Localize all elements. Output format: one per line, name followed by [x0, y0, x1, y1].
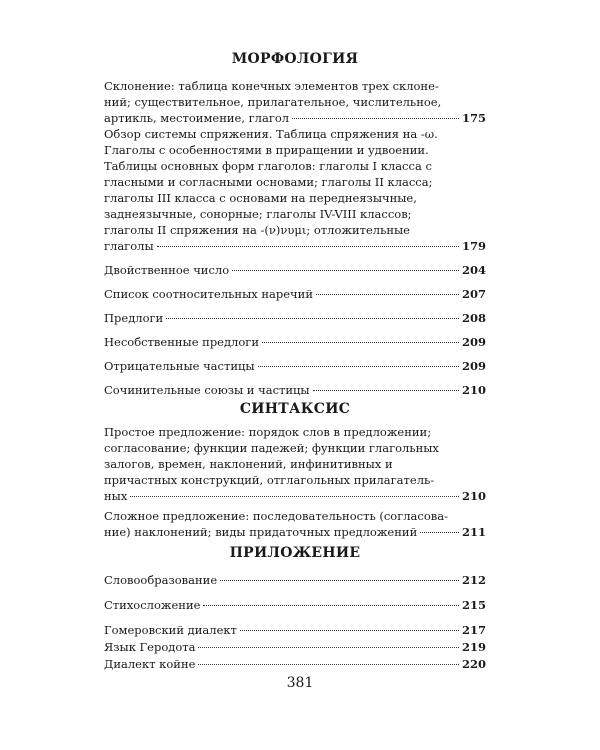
dot-leader	[198, 664, 459, 665]
entry-text-line: Глаголы с особенностями в приращении и удвоении.	[104, 143, 429, 157]
section-syntax	[104, 400, 486, 540]
page-ref: 212	[461, 573, 486, 587]
entry-text-line: Список соотносительных наречий	[104, 287, 313, 301]
entry-text-line: Несобственные предлоги	[104, 335, 259, 349]
entry-text-line: Диалект койне	[104, 657, 196, 671]
dot-leader	[157, 246, 459, 247]
section-title: СИНТАКСИС	[239, 401, 351, 417]
page-ref: 217	[461, 623, 486, 637]
entry-text-line: Сложное предложение: последовательность (согласова-	[104, 509, 448, 523]
dot-leader	[292, 118, 459, 119]
entry-text-line: причастных конструкций, отглагольных прилагатель-	[104, 473, 435, 487]
toc-entry-negative-particles[interactable]	[104, 358, 486, 374]
entry-text-line: артикль, местоимение, глагол	[104, 111, 290, 125]
toc-entry-dual-number[interactable]	[104, 262, 486, 278]
entry-text-line: Стихосложение	[104, 598, 201, 612]
dot-leader	[258, 366, 459, 367]
dot-leader	[203, 605, 459, 606]
entry-text-line: Склонение: таблица конечных элементов трех склоне-	[104, 79, 439, 93]
entry-text-line: Двойственное число	[104, 263, 230, 277]
section-title: ПРИЛОЖЕНИЕ	[229, 545, 361, 561]
dot-leader	[420, 532, 459, 533]
page-ref: 204	[461, 263, 486, 277]
dot-leader	[232, 270, 459, 271]
entry-text-line: ние) наклонений; виды придаточных предложений	[104, 525, 418, 539]
toc-entry-prepositions[interactable]	[104, 310, 486, 326]
entry-text-line: Обзор системы спряжения. Таблица спряжения на -ω.	[104, 127, 438, 141]
toc-entry-coordinating-conjunctions[interactable]	[104, 382, 486, 398]
dot-leader	[130, 496, 459, 497]
table-of-contents	[104, 50, 486, 672]
page-ref: 219	[461, 640, 486, 654]
toc-entry-simple-sentence[interactable]	[104, 424, 486, 504]
toc-entry-word-formation[interactable]	[104, 572, 486, 588]
entry-text-line: Язык Геродота	[104, 640, 196, 654]
page-ref: 211	[461, 525, 486, 539]
dot-leader	[240, 630, 459, 631]
toc-entry-koine-dialect[interactable]	[104, 656, 486, 672]
toc-entry-declension[interactable]	[104, 78, 486, 126]
entry-text-line: глаголы II спряжения на -(ν)νυμι; отложительные	[104, 223, 410, 237]
entry-text-line: Простое предложение: порядок слов в предложении;	[104, 425, 432, 439]
toc-entry-versification[interactable]	[104, 597, 486, 613]
page-ref: 208	[461, 311, 486, 325]
dot-leader	[166, 318, 459, 319]
entry-text-line: гласными и согласными основами; глаголы II класса;	[104, 175, 433, 189]
toc-entry-herodotus-language[interactable]	[104, 639, 486, 655]
entry-text-line: Отрицательные частицы	[104, 359, 255, 373]
entry-text-line: Гомеровский диалект	[104, 623, 237, 637]
entry-text-line: заднеязычные, сонорные; глаголы IV-VIII классов;	[104, 207, 412, 221]
page-ref: 215	[461, 598, 486, 612]
toc-entry-correlative-adverbs[interactable]	[104, 286, 486, 302]
dot-leader	[316, 294, 459, 295]
toc-entry-conjugation[interactable]	[104, 126, 486, 254]
page-number: 381	[286, 675, 314, 691]
page-ref: 210	[461, 489, 486, 503]
toc-entry-homeric-dialect[interactable]	[104, 622, 486, 638]
entry-text-line: глаголы	[104, 239, 154, 253]
dot-leader	[198, 647, 459, 648]
section-appendix	[104, 544, 486, 672]
page-ref: 179	[461, 239, 486, 253]
entry-text-line: Словообразование	[104, 573, 218, 587]
entry-text-line: глаголы III класса с основами на переднеязычные,	[104, 191, 417, 205]
entry-text-line: Сочинительные союзы и частицы	[104, 383, 310, 397]
entry-text-line: ний; существительное, прилагательное, числительное,	[104, 95, 442, 109]
dot-leader	[220, 580, 459, 581]
page-ref: 175	[461, 111, 486, 125]
section-title: МОРФОЛОГИЯ	[231, 51, 359, 67]
entry-text-line: залогов, времен, наклонений, инфинитивных и	[104, 457, 393, 471]
page-ref: 220	[461, 657, 486, 671]
entry-text-line: Предлоги	[104, 311, 164, 325]
page-ref: 209	[461, 335, 486, 349]
entry-text-line: согласование; функции падежей; функции глагольных	[104, 441, 439, 455]
entry-text-line: ных	[104, 489, 128, 503]
page-ref: 207	[461, 287, 486, 301]
page-ref: 210	[461, 383, 486, 397]
toc-entry-complex-sentence[interactable]	[104, 508, 486, 540]
page-ref: 209	[461, 359, 486, 373]
dot-leader	[262, 342, 459, 343]
dot-leader	[313, 390, 459, 391]
toc-entry-improper-prepositions[interactable]	[104, 334, 486, 350]
entry-text-line: Таблицы основных форм глаголов: глаголы I класса с	[104, 159, 432, 173]
section-morphology	[104, 50, 486, 398]
